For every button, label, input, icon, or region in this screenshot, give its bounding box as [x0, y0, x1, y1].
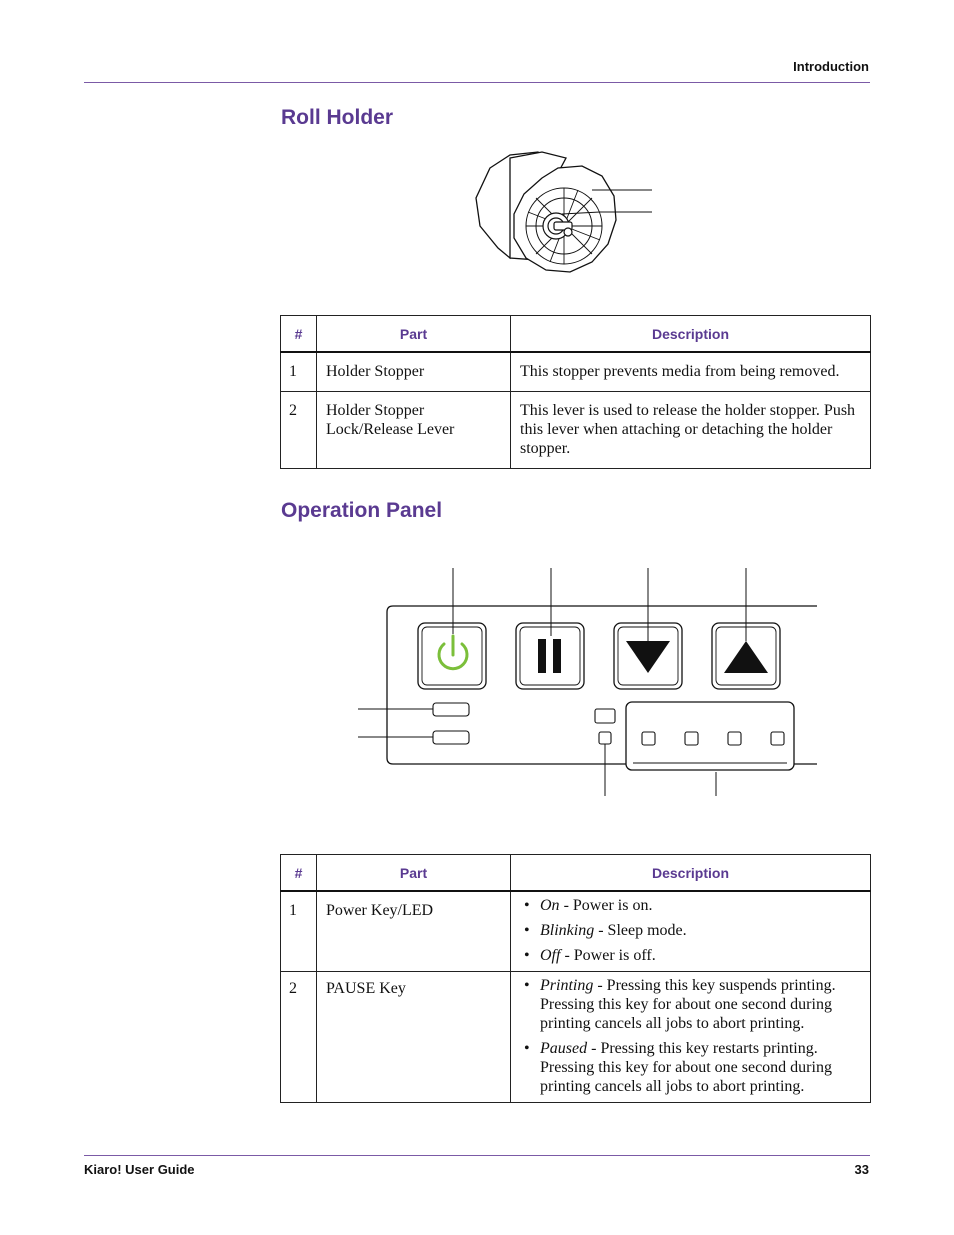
- led-indicator: [685, 732, 698, 745]
- small-led: [599, 732, 611, 744]
- led-indicator: [433, 731, 469, 744]
- table-row: [281, 392, 871, 469]
- row-description: [511, 891, 871, 972]
- row-description: This stopper prevents media from being removed.: [511, 352, 871, 392]
- state-text: - Sleep mode.: [594, 922, 687, 939]
- roll-holder-table: [280, 315, 871, 469]
- row-part: Holder Stopper: [317, 352, 511, 392]
- led-indicator: [642, 732, 655, 745]
- column-header-description: Description: [511, 316, 871, 353]
- list-item: [520, 896, 862, 915]
- description-list: [520, 896, 862, 965]
- table-row: [281, 352, 871, 392]
- description-list: [520, 976, 862, 1096]
- column-header-description: Description: [511, 855, 871, 892]
- state-text: - Pressing this key suspends printing. Pressing this key for about one second during printing cancels all jobs to abort printing.: [540, 977, 836, 1032]
- table-row: [281, 972, 871, 1103]
- row-part: Holder Stopper Lock/Release Lever: [317, 392, 511, 469]
- table-row: [281, 891, 871, 972]
- row-part: Power Key/LED: [317, 891, 511, 972]
- state-text: - Pressing this key restarts printing. Pressing this key for about one second during printing cancels all jobs to abort printing.: [540, 1040, 832, 1095]
- power-key[interactable]: [418, 623, 486, 689]
- running-head: Introduction: [793, 59, 869, 74]
- footer-guide-title: Kiaro! User Guide: [84, 1162, 195, 1177]
- list-item: [520, 976, 862, 1033]
- state-term: Paused: [540, 1040, 588, 1057]
- row-description: [511, 972, 871, 1103]
- roll-holder-illustration: [470, 148, 660, 288]
- led-indicator: [433, 703, 469, 716]
- footer-rule: [84, 1155, 870, 1156]
- led-indicator: [771, 732, 784, 745]
- row-number: 2: [281, 972, 317, 1103]
- row-number: 1: [281, 891, 317, 972]
- state-text: - Power is off.: [560, 947, 656, 964]
- list-item: [520, 921, 862, 940]
- operation-panel-table: [280, 854, 871, 1103]
- column-header-number: #: [281, 316, 317, 353]
- list-item: [520, 946, 862, 965]
- row-part: PAUSE Key: [317, 972, 511, 1103]
- row-description: This lever is used to release the holder stopper. Push this lever when attaching or detaching the holder stopper.: [511, 392, 871, 469]
- small-indicator: [595, 709, 615, 723]
- operation-panel-illustration: [355, 566, 825, 798]
- list-item: [520, 1039, 862, 1096]
- state-term: Blinking: [540, 922, 595, 939]
- column-header-number: #: [281, 855, 317, 892]
- column-header-part: Part: [317, 855, 511, 892]
- state-text: - Power is on.: [559, 897, 653, 914]
- page-number: 33: [854, 1162, 869, 1177]
- section-title-operation-panel: Operation Panel: [281, 499, 443, 522]
- state-term: On: [540, 897, 560, 914]
- column-header-part: Part: [317, 316, 511, 353]
- row-number: 1: [281, 352, 317, 392]
- section-title-roll-holder: Roll Holder: [281, 106, 394, 129]
- row-number: 2: [281, 392, 317, 469]
- header-rule: [84, 82, 870, 83]
- led-indicator: [728, 732, 741, 745]
- state-term: Off: [540, 947, 561, 964]
- state-term: Printing: [540, 977, 594, 994]
- pause-key[interactable]: [516, 623, 584, 689]
